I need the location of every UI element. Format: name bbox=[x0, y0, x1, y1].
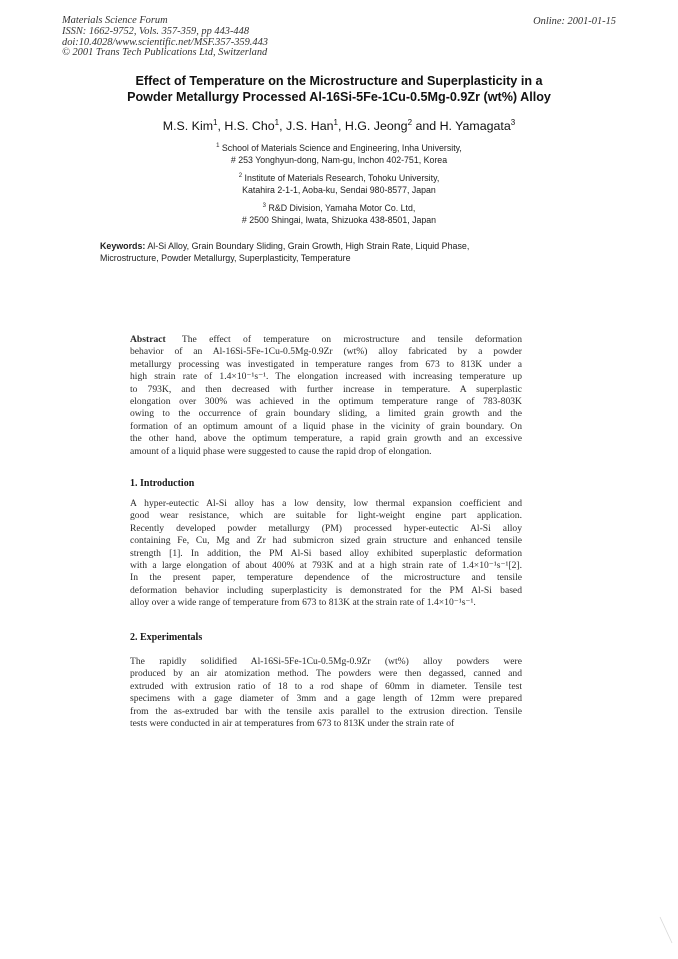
author-affiliation-mark: 3 bbox=[510, 118, 516, 127]
online-date: Online: 2001-01-15 bbox=[533, 16, 616, 27]
affiliation-line: School of Materials Science and Engineering, Inha University, bbox=[221, 142, 462, 153]
copyright-line: © 2001 Trans Tech Publications Ltd, Switzerland bbox=[62, 47, 268, 59]
introduction-body bbox=[130, 498, 522, 610]
intro-line: In the present paper, temperature dependence of the microstructure and tensile bbox=[130, 572, 522, 584]
section-heading-experimentals: 2. Experimentals bbox=[130, 632, 203, 643]
intro-line: good wear resistance, which are suitable for light-weight engine part application. bbox=[130, 510, 522, 522]
section-heading-introduction: 1. Introduction bbox=[130, 478, 195, 489]
abstract-line: the other hand, above the optimum temperature, a rapid grain growth and an excessive bbox=[130, 433, 522, 445]
scan-mark bbox=[638, 899, 678, 959]
journal-info bbox=[62, 16, 268, 59]
affiliation-line: # 2500 Shingai, Iwata, Shizuoka 438-8501, Japan bbox=[241, 214, 437, 225]
author-separator: , bbox=[337, 119, 345, 134]
intro-line: with a large elongation of about 400% at 793K and at a high strain rate of 1.4×10⁻¹s⁻¹[2]. bbox=[130, 560, 522, 572]
affiliation-number: 2 bbox=[238, 173, 243, 180]
experimentals-line: extruded with extrusion ratio of 18 to a rod shape of 60mm in diameter. Tensile test bbox=[130, 680, 522, 692]
doi-line: doi:10.4028/www.scientific.net/MSF.357-359.443 bbox=[62, 36, 268, 48]
abstract-line: high strain rate of 1.4×10⁻¹s⁻¹. The elongation increased with increasing temperature up bbox=[130, 371, 522, 383]
intro-line: containing Fe, Cu, Mg and Zr had submicron sized grain structure and enhanced tensile bbox=[130, 535, 522, 547]
author-separator: , bbox=[217, 119, 225, 134]
abstract-line: The effect of temperature on microstructure and tensile deformation bbox=[181, 334, 522, 345]
keywords-line: Microstructure, Powder Metallurgy, Superplasticity, Temperature bbox=[100, 253, 351, 264]
author-name: H.S. Cho bbox=[224, 119, 275, 134]
intro-line: strength [1]. In addition, the PM Al-Si based alloy exhibited superplastic deformation bbox=[130, 547, 522, 559]
abstract-label: Abstract bbox=[130, 334, 166, 345]
abstract-line: amount of a liquid phase were suggested to cause the rapid drop of elongation. bbox=[130, 445, 432, 457]
abstract-line: formation of an optimum amount of a liquid phase in the vicinity of grain boundary. On bbox=[130, 420, 522, 432]
author-separator: , bbox=[279, 119, 286, 134]
affiliation-line: R&D Division, Yamaha Motor Co. Ltd, bbox=[268, 203, 416, 214]
keywords-label: Keywords: bbox=[100, 241, 146, 251]
journal-name: Materials Science Forum bbox=[62, 15, 168, 26]
experimentals-body bbox=[130, 656, 522, 730]
affiliations bbox=[80, 141, 598, 231]
author-separator: and bbox=[412, 119, 440, 134]
author-name: H. Yamagata bbox=[439, 119, 511, 134]
experimentals-line: The rapidly solidified Al-16Si-5Fe-1Cu-0.5Mg-0.9Zr (wt%) alloy powders were bbox=[130, 656, 522, 667]
title-line-1: Effect of Temperature on the Microstructure and Superplasticity in a bbox=[135, 74, 543, 88]
affiliation-line: # 253 Yonghyun-dong, Nam-gu, Inchon 402-751, Korea bbox=[230, 154, 448, 165]
intro-line: alloy over a wide range of temperature from 673 to 813K at the strain rate of 1.4×10⁻¹s⁻¹. bbox=[130, 597, 476, 609]
abstract bbox=[130, 334, 522, 458]
intro-line: A hyper-eutectic Al-Si alloy has a low density, low thermal expansion coefficient and bbox=[130, 498, 522, 509]
author-affiliation-mark: 2 bbox=[407, 118, 413, 127]
author-name: H.G. Jeong bbox=[344, 119, 408, 134]
affiliation-2 bbox=[80, 171, 598, 196]
abstract-line: to 793K, and then decreased with further increase in temperature. A superplastic bbox=[130, 383, 522, 395]
abstract-line: owing to the occurrence of grain boundary sliding, a limited grain growth and the bbox=[130, 408, 522, 420]
affiliation-line: Institute of Materials Research, Tohoku University, bbox=[244, 173, 440, 184]
author-affiliation-mark: 1 bbox=[274, 118, 280, 127]
author-name: M.S. Kim bbox=[162, 119, 214, 134]
experimentals-line: produced by an air atomization method. The powders were then degassed, canned and bbox=[130, 668, 522, 680]
keywords bbox=[100, 240, 570, 265]
keywords-line: Al-Si Alloy, Grain Boundary Sliding, Grain Growth, High Strain Rate, Liquid Phase, bbox=[147, 241, 470, 251]
author-name: J.S. Han bbox=[286, 119, 334, 134]
abstract-line: behavior of an Al-16Si-5Fe-1Cu-0.5Mg-0.9Zr (wt%) alloy fabricated by a powder bbox=[130, 346, 522, 358]
intro-line: deformation behavior including superplasticity is demonstrated for the PM Al-Si based bbox=[130, 584, 522, 596]
experimentals-line: from the as-extruded bar with the tensile axis parallel to the extrusion direction. Tensile bbox=[130, 705, 522, 717]
affiliation-3 bbox=[80, 201, 598, 226]
author-affiliation-mark: 1 bbox=[213, 118, 218, 127]
title-line-2: Powder Metallurgy Processed Al-16Si-5Fe-1Cu-0.5Mg-0.9Zr (wt%) Alloy bbox=[127, 90, 551, 104]
issn-line: ISSN: 1662-9752, Vols. 357-359, pp 443-448 bbox=[62, 25, 250, 37]
author-list bbox=[60, 118, 618, 133]
experimentals-line: tests were conducted in air at temperatures from 673 to 813K under the strain rate of bbox=[130, 718, 455, 730]
intro-line: Recently developed powder metallurgy (PM) processed hyper-eutectic Al-Si alloy bbox=[130, 522, 522, 534]
abstract-line: metallurgy processing was investigated in temperature ranges from 673 to 813K under a bbox=[130, 358, 522, 370]
affiliation-line: Katahira 2-1-1, Aoba-ku, Sendai 980-8577, Japan bbox=[242, 184, 436, 195]
paper-title bbox=[70, 73, 608, 105]
affiliation-number: 3 bbox=[262, 203, 267, 210]
affiliation-number: 1 bbox=[216, 143, 220, 149]
abstract-line: elongation over 300% was achieved in the optimum temperature range of 783-803K bbox=[130, 396, 522, 408]
author-affiliation-mark: 1 bbox=[333, 118, 338, 127]
affiliation-1 bbox=[80, 141, 598, 166]
experimentals-line: specimens with a gage diameter of 3mm and a gage length of 12mm were prepared bbox=[130, 693, 522, 705]
